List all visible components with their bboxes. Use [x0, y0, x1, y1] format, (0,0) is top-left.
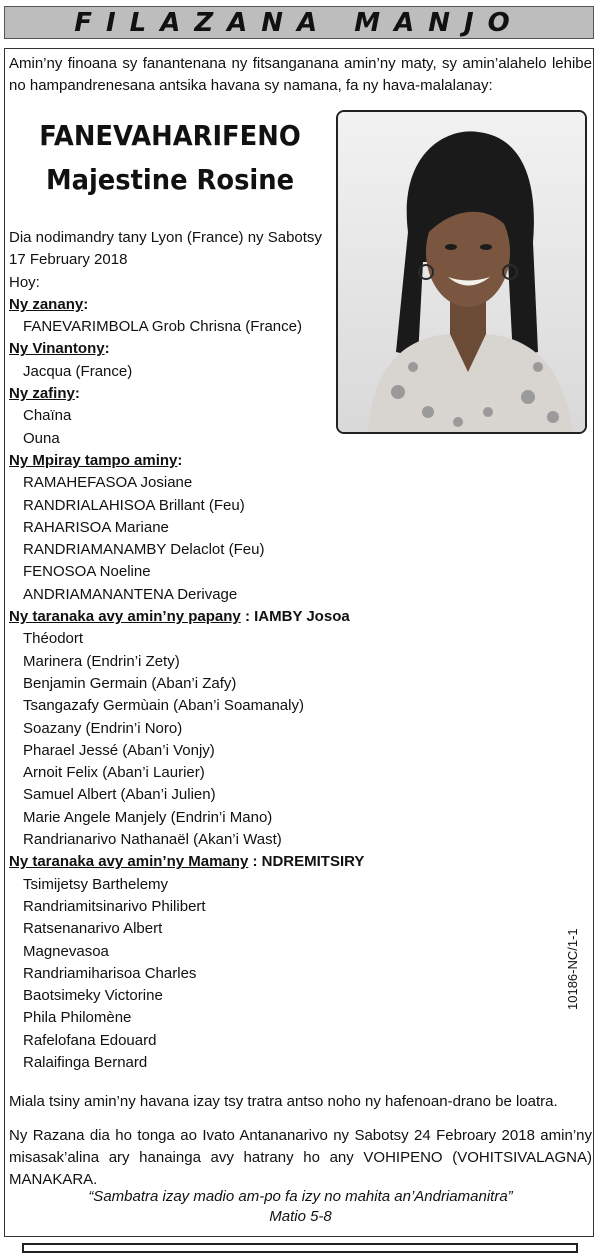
family-member-name: Benjamin Germain (Aban’i Zafy)	[23, 674, 237, 692]
bible-quote	[9, 1187, 592, 1227]
section-heading-suffix: :	[177, 451, 183, 469]
section-heading	[9, 606, 350, 628]
section-heading	[9, 851, 365, 873]
quote-text: “Sambatra izay madio am-po fa izy no mahita an’Andriamanitra”	[88, 1188, 513, 1205]
death-location-line: Dia nodimandry tany Lyon (France) ny Sabotsy	[9, 229, 322, 246]
family-member-name: Baotsimeky Victorine	[23, 987, 163, 1005]
family-member-name: Tsimijetsy Barthelemy	[23, 875, 169, 893]
family-sections	[9, 294, 365, 1074]
section-heading	[9, 383, 334, 405]
family-member-name: FANEVARIMBOLA Grob Chrisna (France)	[23, 318, 302, 336]
family-member-name: Randrianarivo Nathanaël (Akan’i Wast)	[23, 831, 282, 849]
family-member-name: Théodort	[23, 630, 84, 648]
family-member-name: Marie Angele Manjely (Endrin’i Mano)	[23, 808, 273, 826]
section-heading	[9, 294, 334, 316]
family-member-name: Rafelofana Edouard	[23, 1031, 157, 1049]
notice-title: FILAZANA MANJO	[74, 7, 524, 38]
family-member-name: Jacqua (France)	[23, 362, 133, 380]
family-member-name: Ratsenanarivo Albert	[23, 920, 163, 938]
family-list	[9, 227, 365, 1074]
deceased-given-names: Majestine Rosine	[45, 163, 295, 196]
family-member-name: Arnoit Felix (Aban’i Laurier)	[23, 764, 205, 782]
hoy-line: Hoy:	[9, 273, 40, 291]
intro-paragraph: Amin’ny finoana sy fanantenana ny fitsanganana amin’ny maty, sy amin’alahelo lehibe no hampandrenesana antsika havana sy namana, fa ny hava-malalanay:	[9, 55, 592, 94]
footer-border-box	[22, 1243, 578, 1253]
section-heading-label: Ny zanany	[9, 295, 84, 313]
family-member-name: RAHARISOA Mariane	[23, 518, 169, 536]
family-member-name: Marinera (Endrin’i Zety)	[23, 652, 180, 670]
apology-paragraph: Miala tsiny amin’ny havana izay tsy tratra antso noho ny hafenoan-drano be loatra.	[9, 1093, 558, 1110]
family-member-name: FENOSOA Noeline	[23, 563, 151, 581]
section-heading-label: Ny zafiny	[9, 385, 75, 403]
family-member-name: Randriamiharisoa Charles	[23, 964, 197, 982]
family-member-name: Soazany (Endrin’i Noro)	[23, 719, 183, 737]
family-member-name: RAMAHEFASOA Josiane	[23, 474, 193, 492]
section-heading-suffix: :	[83, 295, 89, 313]
family-member-name: ANDRIAMANANTENA Derivage	[23, 585, 238, 603]
section-heading-suffix: : IAMBY Josoa	[240, 608, 350, 626]
quote-source: Matio 5-8	[269, 1208, 332, 1225]
family-member-name: Samuel Albert (Aban’i Julien)	[23, 786, 216, 804]
section-heading-label: Ny taranaka avy amin’ny papany	[9, 608, 241, 626]
family-member-name: RANDRIAMANAMBY Delaclot (Feu)	[23, 541, 265, 559]
family-member-name: Chaïna	[23, 407, 72, 425]
family-member-name: Phila Philomène	[23, 1009, 132, 1027]
notice-header	[4, 6, 594, 39]
family-member-name: Ralaifinga Bernard	[23, 1053, 148, 1071]
family-member-name: Pharael Jessé (Aban’i Vonjy)	[23, 741, 215, 759]
section-heading	[9, 450, 334, 472]
section-heading	[9, 338, 334, 360]
family-member-name: Tsangazafy Germùain (Aban’i Soamanaly)	[23, 697, 304, 715]
deceased-surname: FANEVAHARIFENO	[39, 119, 301, 152]
family-member-name: RANDRIALAHISOA Brillant (Feu)	[23, 496, 245, 514]
section-heading-label: Ny taranaka avy amin’ny Mamany	[9, 853, 249, 871]
reference-code: 10186-NC/1-1	[565, 928, 580, 1010]
family-member-name: Ouna	[23, 429, 60, 447]
family-member-name: Magnevasoa	[23, 942, 109, 960]
death-date-line: 17 February 2018	[9, 251, 128, 269]
family-member-name: Randriamitsinarivo Philibert	[23, 897, 206, 915]
section-heading-suffix: :	[104, 340, 110, 358]
portrait-photo	[336, 110, 587, 434]
section-heading-label: Ny Vinantony	[9, 340, 105, 358]
portrait-illustration	[338, 112, 585, 432]
section-heading-label: Ny Mpiray tampo aminy	[9, 451, 178, 469]
section-heading-suffix: : NDREMITSIRY	[248, 853, 365, 871]
section-heading-suffix: :	[74, 385, 80, 403]
burial-paragraph: Ny Razana dia ho tonga ao Ivato Antananarivo ny Sabotsy 24 Febroary 2018 amin’ny misasak’alina ary hanainga avy hatrany ho any VOHIPENO (VOHITSIVALAGNA) MANAKARA.	[9, 1127, 592, 1188]
